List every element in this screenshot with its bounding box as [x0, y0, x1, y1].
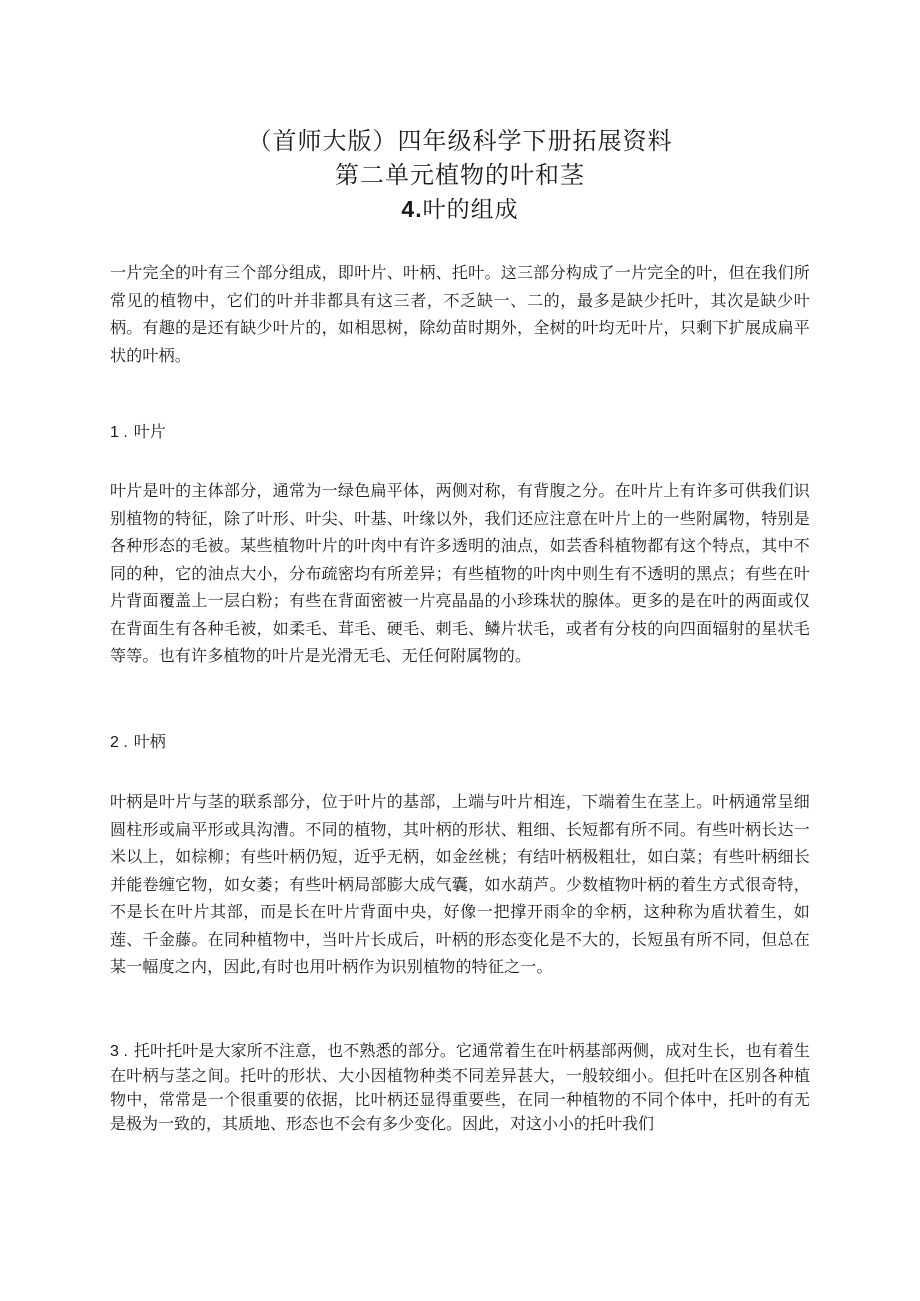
title-block [0, 124, 920, 227]
section-number-2: 2 . [110, 734, 128, 751]
lesson-name: 叶的组成 [422, 197, 519, 223]
unit-title: 第二单元植物的叶和茎 [335, 161, 585, 189]
document-title: （首师大版）四年级科学下册拓展资料 [247, 127, 673, 155]
section-body-2: 叶柄是叶片与茎的联系部分，位于叶片的基部，上端与叶片相连，下端着生在茎上。叶柄通常呈细圆柱形或扁平形或具沟漕。不同的植物，其叶柄的形状、粗细、长短都有所不同。有些叶柄长达一米以上，如棕柳；有些叶柄仍短，近乎无柄，如金丝桃；有结叶柄极粗壮，如白菜；有些叶柄细长并能卷缠它物，如女萎；有些叶柄局部膨大成气囊，如水葫芦。少数植物叶柄的着生方式很奇特，不是长在叶片其部，而是长在叶片背面中央，好像一把撑开雨伞的伞柄，这种称为盾状着生，如莲、千金藤。在同种植物中，当叶片长成后，叶柄的形态变化是不大的，长短虽有所不同，但总在某一幅度之内，因此,有时也用叶柄作为识别植物的特征之一。 [110, 792, 810, 976]
lesson-number: 4. [401, 196, 423, 222]
section-3 [110, 1039, 810, 1136]
lesson-title [0, 192, 920, 227]
section-body-3: 托叶是大家所不注意，也不熟悉的部分。它通常着生在叶柄基部两侧，成对生长，也有着生在叶柄与茎之间。托叶的形状、大小因植物种类不同差异甚大，一般较细小。但托叶在区别各种植物中，常常是一个很重要的依据，比叶柄还显得重要些，在同一种植物的不同个体中，托叶的有无是极为一致的，其质地、形态也不会有多少变化。因此，对这小小的托叶我们 [110, 1041, 810, 1133]
section-heading-1 [110, 420, 166, 445]
section-heading-2 [110, 730, 166, 755]
section-title-2: 叶柄 [133, 732, 166, 751]
section-number-1: 1 . [110, 424, 128, 441]
section-title-1: 叶片 [133, 422, 166, 441]
section-body-1: 叶片是叶的主体部分，通常为一绿色扁平体，两侧对称，有背腹之分。在叶片上有许多可供我们识别植物的特征，除了叶形、叶尖、叶基、叶缘以外，我们还应注意在叶片上的一些附属物，特别是各种形态的毛被。某些植物叶片的叶肉中有许多透明的油点，如芸香科植物都有这个特点，其中不同的种，它的油点大小，分布疏密均有所差异；有些植物的叶肉中则生有不透明的黑点；有些在叶片背面覆盖上一层白粉；有些在背面密被一片亮晶晶的小珍珠状的腺体。更多的是在叶的两面或仅在背面生有各种毛被，如柔毛、茸毛、硬毛、刺毛、鳞片状毛，或者有分枝的向四面辐射的星状毛等等。也有许多植物的叶片是光滑无毛、无任何附属物的。 [110, 481, 810, 665]
section-number-3: 3 . [110, 1043, 128, 1060]
section-title-3: 托叶 [133, 1041, 167, 1060]
intro-paragraph: 一片完全的叶有三个部分组成，即叶片、叶柄、托叶。这三部分构成了一片完全的叶，但在我们所常见的植物中，它们的叶并非都具有这三者，不乏缺一、二的，最多是缺少托叶，其次是缺少叶柄。有趣的是还有缺少叶片的，如相思树，除幼苗时期外，全树的叶均无叶片，只剩下扩展成扁平状的叶柄。 [110, 263, 810, 365]
